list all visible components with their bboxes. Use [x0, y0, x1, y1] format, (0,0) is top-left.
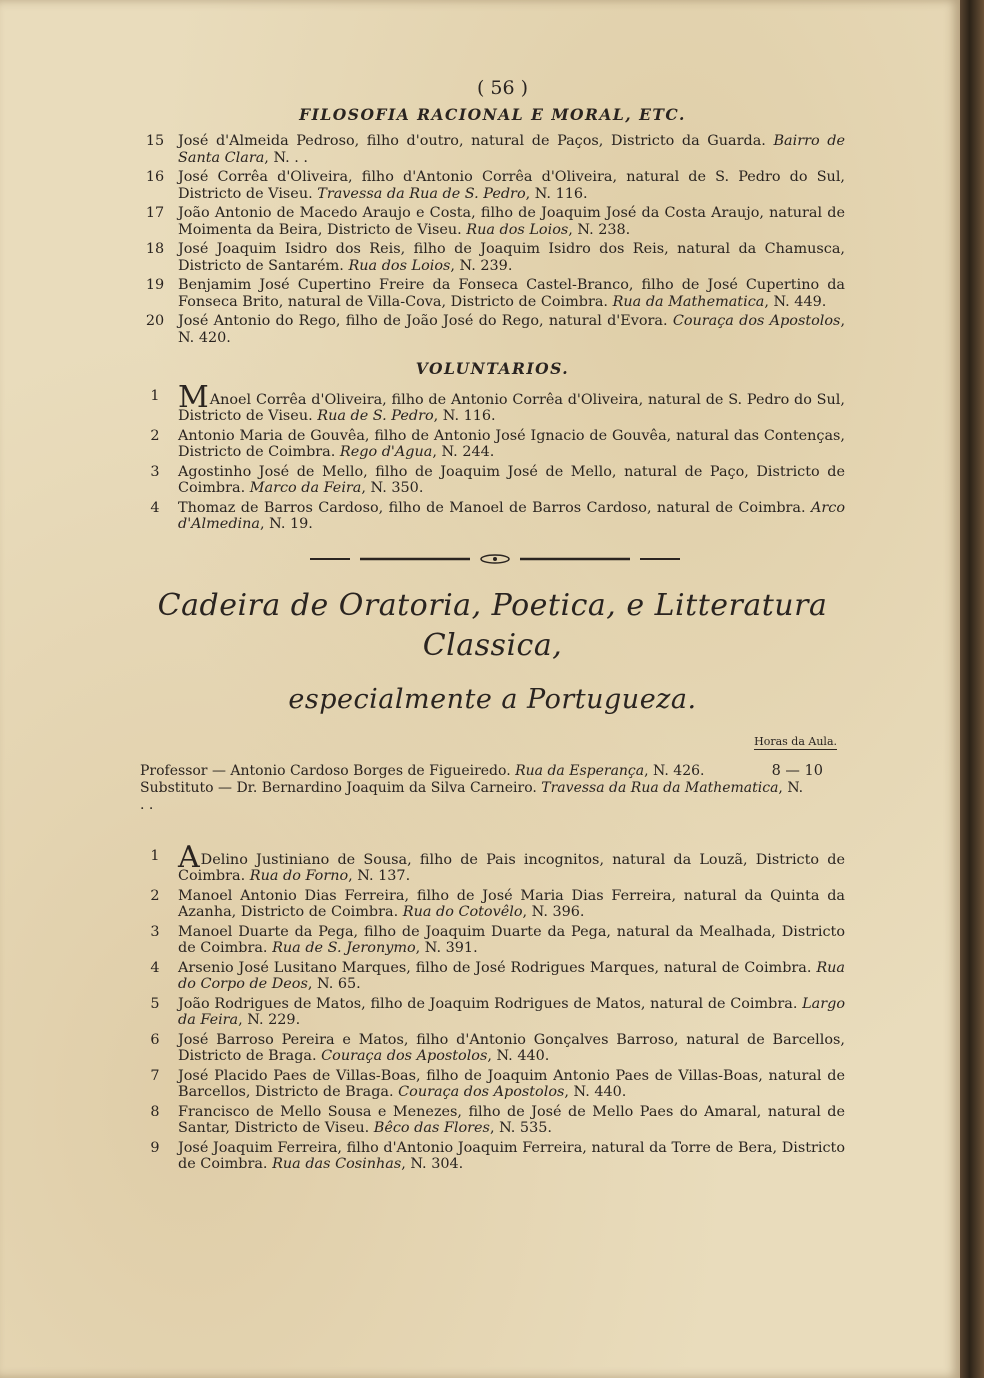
entry-number: 4	[150, 959, 160, 976]
entry-text: João Rodrigues de Matos, filho de Joaquim Rodrigues de Matos, natural de Coimbra.	[178, 995, 798, 1012]
list-item	[140, 313, 845, 346]
entry-house-number: , N. 304.	[401, 1156, 464, 1172]
entry-address: Travessa da Rua de S. Pedro	[317, 185, 526, 202]
entry-number: 1	[150, 847, 160, 864]
entry-number: 6	[150, 1031, 160, 1048]
list-item	[140, 888, 845, 921]
entry-address: Couraça dos Apostolos	[398, 1084, 565, 1100]
entry-number: 3	[150, 463, 160, 480]
list-item	[140, 133, 845, 166]
entry-house-number: , N. 396.	[522, 904, 585, 920]
entry-address: Rua de S. Jeronymo	[272, 940, 416, 956]
list-item	[140, 277, 845, 310]
entry-number: 8	[150, 1103, 160, 1120]
list-item	[140, 464, 845, 497]
entry-house-number: , N. 116.	[525, 185, 588, 202]
section-heading-voluntarios: VOLUNTARIOS.	[415, 359, 570, 378]
entry-text: Agostinho José de Mello, filho de Joaquim José de Mello, natural de Paço, Districto de Coimbra.	[178, 463, 845, 496]
student-list-filosofia	[140, 133, 845, 346]
list-item	[140, 839, 845, 885]
entry-house-number: , N. 239.	[450, 257, 513, 274]
page-number: ( 56 )	[476, 77, 529, 99]
hours-label: Horas da Aula.	[754, 735, 837, 748]
entry-number: 3	[150, 923, 160, 940]
class-hours: 8 — 10	[771, 762, 823, 779]
entry-number: 17	[145, 205, 165, 221]
entry-text: José Antonio do Rego, filho de João José do Rego, natural d'Evora.	[178, 313, 668, 329]
entry-address: Rego d'Agua	[339, 444, 433, 460]
entry-address: Rua dos Loios	[466, 221, 569, 238]
course-title-line2: especialmente a Portugueza.	[288, 684, 697, 715]
entry-number: 9	[150, 1139, 160, 1156]
list-item	[140, 1068, 845, 1101]
drop-cap: A	[178, 839, 200, 875]
substitute-line: Substituto — Dr. Bernardino Joaquim da Silva Carneiro. Travessa da Rua da Mathematica, N. . .	[140, 779, 804, 813]
entry-house-number: , N. 440.	[564, 1084, 627, 1100]
entry-text: José Joaquim Isidro dos Reis, filho de Joaquim Isidro dos Reis, natural da Chamusca, Districto de Santarém.	[178, 241, 845, 274]
list-item	[140, 1104, 845, 1137]
entry-house-number: , N. 116.	[433, 408, 496, 424]
list-item	[140, 169, 845, 202]
entry-text: Thomaz de Barros Cardoso, filho de Manoel de Barros Cardoso, natural de Coimbra.	[178, 499, 806, 516]
entry-text: Anoel Corrêa d'Oliveira, filho de Antonio Corrêa d'Oliveira, natural de S. Pedro do Sul, Districto de Viseu.	[178, 391, 845, 424]
section-heading-filosofia: FILOSOFIA RACIONAL E MORAL, ETC.	[299, 104, 686, 124]
entry-address: Marco da Feira	[249, 480, 362, 496]
list-item	[140, 205, 845, 238]
entry-house-number: , N. 65.	[307, 976, 361, 992]
entry-address: Bairro de Santa Clara	[178, 133, 846, 166]
student-list-voluntarios	[140, 379, 845, 533]
entry-text: João Antonio de Macedo Araujo e Costa, filho de Joaquim José da Costa Araujo, natural de Moimenta da Beira, Districto de Viseu.	[178, 205, 845, 238]
entry-house-number: , N. 391.	[415, 940, 478, 956]
entry-text: José Placido Paes de Villas-Boas, filho de Joaquim Antonio Paes de Villas-Boas, natural de Barcellos, Districto de Braga.	[178, 1067, 845, 1100]
entry-number: 4	[150, 499, 160, 516]
list-item	[140, 960, 845, 993]
entry-text: José d'Almeida Pedroso, filho d'outro, natural de Paços, Districto da Guarda.	[178, 133, 766, 149]
entry-house-number: , N. 229.	[238, 1012, 301, 1028]
page-edge	[960, 0, 984, 1378]
entry-house-number: , N. . .	[264, 149, 308, 166]
course-title-line1: Cadeira de Oratoria, Poetica, e Litteratura Classica,	[157, 588, 828, 663]
entry-address: Rua dos Loios	[348, 257, 451, 274]
entry-house-number: , N. 238.	[568, 221, 631, 238]
entry-house-number: , N. 535.	[489, 1120, 552, 1136]
entry-address: Bêco das Flores	[373, 1120, 490, 1136]
entry-house-number: , N. 137.	[348, 868, 411, 884]
entry-number: 18	[145, 241, 165, 257]
entry-text: Manoel Antonio Dias Ferreira, filho de José Maria Dias Ferreira, natural da Quinta da Azanha, Districto de Coimbra.	[178, 887, 845, 920]
list-item	[140, 379, 845, 425]
entry-house-number: , N. 449.	[764, 293, 827, 310]
entry-text: Delino Justiniano de Sousa, filho de Pais incognitos, natural da Louzã, Districto de Coimbra.	[178, 851, 845, 884]
entry-house-number: , N. 440.	[487, 1048, 550, 1064]
entry-address: Arco d'Almedina	[178, 499, 845, 532]
entry-address: Largo da Feira	[178, 995, 845, 1028]
list-item	[140, 924, 845, 957]
entry-text: Antonio Maria de Gouvêa, filho de Antonio José Ignacio de Gouvêa, natural das Contenças, Districto de Coimbra.	[178, 427, 845, 460]
entry-text: José Joaquim Ferreira, filho d'Antonio Joaquim Ferreira, natural da Torre de Bera, Districto de Coimbra.	[178, 1139, 845, 1172]
list-item	[140, 1140, 845, 1173]
list-item	[140, 241, 845, 274]
entry-text: Arsenio José Lusitano Marques, filho de José Rodrigues Marques, natural de Coimbra.	[178, 959, 812, 976]
entry-address: Rua de S. Pedro	[317, 408, 434, 424]
entry-text: José Barroso Pereira e Matos, filho d'Antonio Gonçalves Barroso, natural de Barcellos, Districto de Braga.	[178, 1031, 845, 1064]
drop-cap: M	[178, 379, 209, 415]
list-item	[140, 1032, 845, 1065]
entry-number: 15	[145, 133, 165, 149]
entry-number: 2	[150, 427, 160, 444]
entry-house-number: , N. 420.	[178, 313, 846, 346]
student-list-oratoria	[140, 839, 845, 1173]
entry-address: Rua da Mathematica	[612, 293, 765, 310]
entry-text: Manoel Duarte da Pega, filho de Joaquim Duarte da Pega, natural da Mealhada, Districto de Coimbra.	[178, 923, 845, 956]
entry-address: Couraça dos Apostolos	[321, 1048, 488, 1064]
entry-number: 20	[145, 313, 165, 329]
entry-text: José Corrêa d'Oliveira, filho d'Antonio Corrêa d'Oliveira, natural de S. Pedro do Sul, Districto de Viseu.	[178, 169, 845, 202]
entry-number: 16	[145, 169, 165, 185]
entry-house-number: , N. 244.	[432, 444, 495, 460]
entry-number: 19	[145, 277, 165, 293]
entry-house-number: , N. 350.	[361, 480, 424, 496]
page-content	[140, 77, 846, 1176]
entry-address: Rua das Cosinhas	[272, 1156, 402, 1172]
list-item	[140, 996, 845, 1029]
entry-text: Francisco de Mello Sousa e Menezes, filho de José de Mello Paes do Amaral, natural de Santar, Districto de Viseu.	[178, 1103, 845, 1136]
entry-address: Rua do Forno	[249, 868, 349, 884]
entry-number: 5	[150, 995, 160, 1012]
entry-number: 7	[150, 1067, 160, 1084]
professor-line: Professor — Antonio Cardoso Borges de Figueiredo. Rua da Esperança, N. 426. 8 — 10	[140, 762, 823, 779]
entry-address: Rua do Cotovêlo	[402, 904, 523, 920]
ornamental-divider	[310, 552, 680, 566]
list-item	[140, 500, 845, 533]
entry-house-number: , N. 19.	[260, 516, 313, 532]
entry-number: 2	[150, 887, 160, 904]
entry-address: Rua do Corpo de Deos	[178, 959, 845, 992]
entry-number: 1	[150, 387, 160, 404]
entry-address: Couraça dos Apostolos	[672, 313, 841, 329]
entry-text: Benjamim José Cupertino Freire da Fonseca Castel-Branco, filho de José Cupertino da Fonseca Brito, natural de Villa-Cova, Districto de Coimbra.	[178, 277, 845, 310]
list-item	[140, 428, 845, 461]
